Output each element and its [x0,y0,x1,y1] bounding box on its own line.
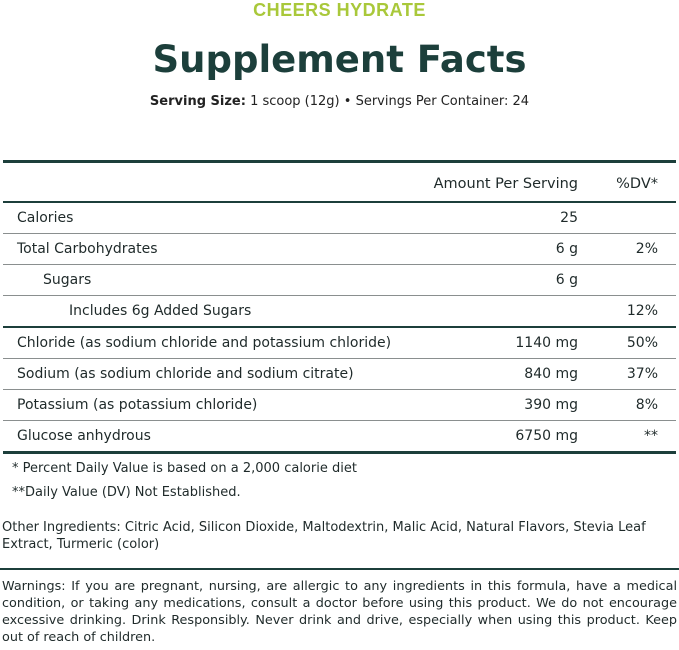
row-name: Total Carbohydrates [17,241,158,257]
row-dv: 50% [626,335,658,351]
row-amount: 840 mg [524,366,578,382]
row-name: Sodium (as sodium chloride and sodium citrate) [17,366,354,382]
row-dv: 2% [635,241,658,257]
row-amount: 390 mg [524,397,578,413]
header-amount: Amount Per Serving [433,176,578,192]
row-name: Sugars [43,272,92,288]
not-established-footnote: **Daily Value (DV) Not Established. [12,485,241,500]
row-name: Calories [17,210,74,226]
row-dv: ** [644,428,658,444]
section-divider [0,568,679,570]
row-name: Glucose anhydrous [17,428,151,444]
row-amount: 6 g [555,241,578,257]
table-row-sodium [3,359,676,390]
dv-footnote: * Percent Daily Value is based on a 2,000 calorie diet [12,461,357,476]
table-row-added-sugars [3,296,676,328]
brand-name: CHEERS HYDRATE [253,0,426,20]
table-row-chloride [3,328,676,359]
serving-info [0,93,679,111]
other-ingredients: Other Ingredients: Citric Acid, Silicon Dioxide, Maltodextrin, Malic Acid, Natural Flavors, Stevia Leaf Extract, Turmeric (color) [2,520,646,552]
row-amount: 25 [560,210,578,226]
row-dv: 8% [635,397,658,413]
table-row-total-carbohydrates [3,234,676,265]
serving-size-value: 1 scoop (12g) • [245,94,356,109]
table-row-glucose [3,421,676,454]
row-amount: 6 g [555,272,578,288]
row-amount: 6750 mg [515,428,578,444]
table-row-calories [3,203,676,234]
row-dv: 12% [626,303,658,319]
row-name: Potassium (as potassium chloride) [17,397,258,413]
page-title: Supplement Facts [152,38,527,81]
table-row-potassium [3,390,676,421]
row-name: Chloride (as sodium chloride and potassium chloride) [17,335,392,351]
header-dv: %DV* [616,176,658,192]
supplement-facts-table [3,160,676,454]
warnings-text: Warnings: If you are pregnant, nursing, are allergic to any ingredients in this formula, have a medical condition, or taking any medications, consult a doctor before using this product. We do not encourage excessive drinking. Drink Responsibly. Never drink and drive, especially when using this product. Keep out of reach of children. [2,579,677,645]
servings-per-container: Servings Per Container: 24 [355,94,530,109]
row-dv: 37% [626,366,658,382]
table-row-sugars [3,265,676,296]
row-name: Includes 6g Added Sugars [69,303,252,319]
row-amount: 1140 mg [515,335,578,351]
serving-size-label: Serving Size: [149,94,246,109]
table-header-row [3,163,676,203]
